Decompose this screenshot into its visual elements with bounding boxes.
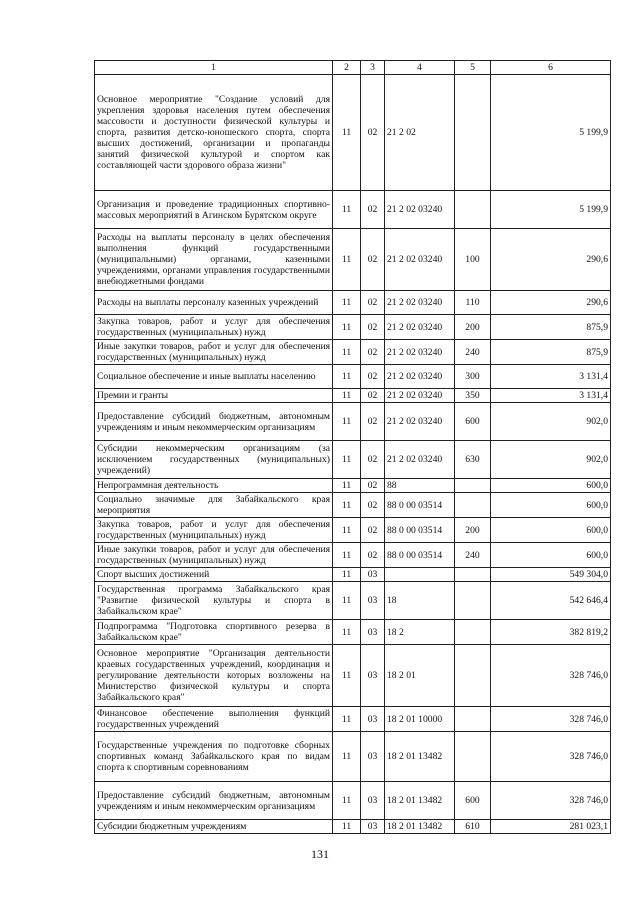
subsection-code: 02	[361, 291, 385, 315]
target-article-code: 18 2 01 13482	[385, 820, 455, 834]
item-name: Расходы на выплаты персоналу казенных учреждений	[95, 291, 333, 315]
amount: 600,0	[491, 493, 611, 518]
section-code: 11	[333, 191, 361, 229]
table-row	[95, 493, 611, 518]
subsection-code: 02	[361, 75, 385, 191]
table-row	[95, 543, 611, 568]
target-article-code: 21 2 02 03240	[385, 365, 455, 389]
section-code: 11	[333, 568, 361, 582]
section-code: 11	[333, 493, 361, 518]
target-article-code: 21 2 02	[385, 75, 455, 191]
column-header: 3	[361, 61, 385, 75]
subsection-code: 02	[361, 543, 385, 568]
target-article-code: 88	[385, 479, 455, 493]
item-name: Непрограммная деятельность	[95, 479, 333, 493]
table-row	[95, 582, 611, 620]
section-code: 11	[333, 582, 361, 620]
amount: 328 746,0	[491, 707, 611, 732]
section-code: 11	[333, 389, 361, 403]
expense-type-code	[455, 645, 491, 707]
expense-type-code: 610	[455, 820, 491, 834]
table-row	[95, 441, 611, 479]
amount: 600,0	[491, 518, 611, 543]
table-row	[95, 389, 611, 403]
header-row	[95, 61, 611, 75]
column-header: 6	[491, 61, 611, 75]
subsection-code: 02	[361, 315, 385, 340]
item-name: Подпрограмма "Подготовка спортивного резерва в Забайкальском крае"	[95, 620, 333, 645]
target-article-code: 18	[385, 582, 455, 620]
table-row	[95, 75, 611, 191]
section-code: 11	[333, 620, 361, 645]
table-row	[95, 365, 611, 389]
item-name: Государственные учреждения по подготовке сборных спортивных команд Забайкальского края по видам спорта к спортивным соревнованиям	[95, 732, 333, 782]
item-name: Основное мероприятие "Создание условий для укрепления здоровья населения путем обеспечения массовости и доступности физической культуры и спорта, развития детско-юношеского спорта, спорта высших достижений, организации и пропаганды занятий физической культурой и спортом как составляющей части здорового образа жизни"	[95, 75, 333, 191]
amount: 290,6	[491, 291, 611, 315]
target-article-code: 21 2 02 03240	[385, 191, 455, 229]
section-code: 11	[333, 441, 361, 479]
amount: 902,0	[491, 403, 611, 441]
item-name: Закупка товаров, работ и услуг для обеспечения государственных (муниципальных) нужд	[95, 315, 333, 340]
expense-type-code: 600	[455, 403, 491, 441]
target-article-code: 18 2 01 10000	[385, 707, 455, 732]
amount: 542 646,4	[491, 582, 611, 620]
section-code: 11	[333, 479, 361, 493]
amount: 3 131,4	[491, 365, 611, 389]
amount: 600,0	[491, 479, 611, 493]
subsection-code: 03	[361, 707, 385, 732]
subsection-code: 02	[361, 493, 385, 518]
subsection-code: 03	[361, 620, 385, 645]
target-article-code: 21 2 02 03240	[385, 340, 455, 365]
target-article-code: 21 2 02 03240	[385, 291, 455, 315]
table-row	[95, 707, 611, 732]
item-name: Предоставление субсидий бюджетным, автономным учреждениям и иным некоммерческим организациям	[95, 782, 333, 820]
table-row	[95, 229, 611, 291]
item-name: Закупка товаров, работ и услуг для обеспечения государственных (муниципальных) нужд	[95, 518, 333, 543]
expense-type-code	[455, 479, 491, 493]
item-name: Предоставление субсидий бюджетным, автономным учреждениям и иным некоммерческим организациям	[95, 403, 333, 441]
subsection-code: 02	[361, 479, 385, 493]
page-number: 131	[311, 847, 329, 861]
item-name: Социально значимые для Забайкальского края мероприятия	[95, 493, 333, 518]
expense-type-code: 110	[455, 291, 491, 315]
item-name: Субсидии бюджетным учреждениям	[95, 820, 333, 834]
expense-type-code: 240	[455, 543, 491, 568]
table-row	[95, 568, 611, 582]
expense-type-code: 240	[455, 340, 491, 365]
amount: 328 746,0	[491, 645, 611, 707]
target-article-code	[385, 568, 455, 582]
subsection-code: 03	[361, 582, 385, 620]
expense-type-code	[455, 582, 491, 620]
expense-type-code: 630	[455, 441, 491, 479]
subsection-code: 02	[361, 518, 385, 543]
amount: 328 746,0	[491, 732, 611, 782]
column-header: 5	[455, 61, 491, 75]
expense-type-code	[455, 568, 491, 582]
section-code: 11	[333, 291, 361, 315]
item-name: Государственная программа Забайкальского края "Развитие физической культуры и спорта в Забайкальском крае"	[95, 582, 333, 620]
expense-type-code: 200	[455, 315, 491, 340]
target-article-code: 21 2 02 03240	[385, 403, 455, 441]
amount: 3 131,4	[491, 389, 611, 403]
amount: 281 023,1	[491, 820, 611, 834]
table-row	[95, 479, 611, 493]
table-row	[95, 732, 611, 782]
target-article-code: 18 2	[385, 620, 455, 645]
amount: 549 304,0	[491, 568, 611, 582]
expense-type-code	[455, 493, 491, 518]
table-row	[95, 782, 611, 820]
target-article-code: 18 2 01	[385, 645, 455, 707]
expense-type-code: 600	[455, 782, 491, 820]
item-name: Финансовое обеспечение выполнения функций государственных учреждений	[95, 707, 333, 732]
subsection-code: 02	[361, 389, 385, 403]
expense-type-code: 300	[455, 365, 491, 389]
target-article-code: 21 2 02 03240	[385, 229, 455, 291]
amount: 328 746,0	[491, 782, 611, 820]
item-name: Организация и проведение традиционных спортивно-массовых мероприятий в Агинском Бурятском округе	[95, 191, 333, 229]
section-code: 11	[333, 645, 361, 707]
amount: 600,0	[491, 543, 611, 568]
section-code: 11	[333, 340, 361, 365]
subsection-code: 03	[361, 782, 385, 820]
item-name: Расходы на выплаты персоналу в целях обеспечения выполнения функций государственными (муниципальными) органами, казенными учреждениями, органами управления государственными внебюджетными фондами	[95, 229, 333, 291]
section-code: 11	[333, 315, 361, 340]
budget-table	[94, 60, 611, 834]
item-name: Основное мероприятие "Организация деятельности краевых государственных учреждений, координация и регулирование деятельности которых возложены на Министерство физической культуры и спорта Забайкальского края"	[95, 645, 333, 707]
item-name: Премии и гранты	[95, 389, 333, 403]
section-code: 11	[333, 820, 361, 834]
expense-type-code: 350	[455, 389, 491, 403]
amount: 875,9	[491, 315, 611, 340]
table-row	[95, 645, 611, 707]
column-header: 4	[385, 61, 455, 75]
table-row	[95, 315, 611, 340]
target-article-code: 21 2 02 03240	[385, 389, 455, 403]
amount: 5 199,9	[491, 75, 611, 191]
table-row	[95, 340, 611, 365]
subsection-code: 02	[361, 365, 385, 389]
column-header: 1	[95, 61, 333, 75]
expense-type-code	[455, 191, 491, 229]
amount: 290,6	[491, 229, 611, 291]
expense-type-code	[455, 707, 491, 732]
subsection-code: 02	[361, 340, 385, 365]
item-name: Субсидии некоммерческим организациям (за исключением государственных (муниципальных) учреждений)	[95, 441, 333, 479]
subsection-code: 03	[361, 568, 385, 582]
target-article-code: 88 0 00 03514	[385, 518, 455, 543]
subsection-code: 02	[361, 229, 385, 291]
column-header: 2	[333, 61, 361, 75]
expense-type-code: 200	[455, 518, 491, 543]
amount: 5 199,9	[491, 191, 611, 229]
expense-type-code	[455, 75, 491, 191]
section-code: 11	[333, 403, 361, 441]
expense-type-code	[455, 620, 491, 645]
amount: 875,9	[491, 340, 611, 365]
section-code: 11	[333, 732, 361, 782]
section-code: 11	[333, 518, 361, 543]
section-code: 11	[333, 782, 361, 820]
table-row	[95, 403, 611, 441]
section-code: 11	[333, 75, 361, 191]
target-article-code: 18 2 01 13482	[385, 782, 455, 820]
item-name: Иные закупки товаров, работ и услуг для обеспечения государственных (муниципальных) нужд	[95, 543, 333, 568]
item-name: Иные закупки товаров, работ и услуг для обеспечения государственных (муниципальных) нужд	[95, 340, 333, 365]
section-code: 11	[333, 229, 361, 291]
expense-type-code: 100	[455, 229, 491, 291]
amount: 382 819,2	[491, 620, 611, 645]
expense-type-code	[455, 732, 491, 782]
subsection-code: 03	[361, 645, 385, 707]
table-row	[95, 518, 611, 543]
item-name: Социальное обеспечение и иные выплаты населению	[95, 365, 333, 389]
table-row	[95, 191, 611, 229]
subsection-code: 03	[361, 732, 385, 782]
target-article-code: 21 2 02 03240	[385, 315, 455, 340]
amount: 902,0	[491, 441, 611, 479]
table-row	[95, 291, 611, 315]
subsection-code: 02	[361, 191, 385, 229]
item-name: Спорт высших достижений	[95, 568, 333, 582]
target-article-code: 21 2 02 03240	[385, 441, 455, 479]
subsection-code: 03	[361, 820, 385, 834]
section-code: 11	[333, 543, 361, 568]
subsection-code: 02	[361, 403, 385, 441]
section-code: 11	[333, 707, 361, 732]
target-article-code: 88 0 00 03514	[385, 543, 455, 568]
target-article-code: 88 0 00 03514	[385, 493, 455, 518]
subsection-code: 02	[361, 441, 385, 479]
target-article-code: 18 2 01 13482	[385, 732, 455, 782]
table-row	[95, 620, 611, 645]
table-row	[95, 820, 611, 834]
section-code: 11	[333, 365, 361, 389]
